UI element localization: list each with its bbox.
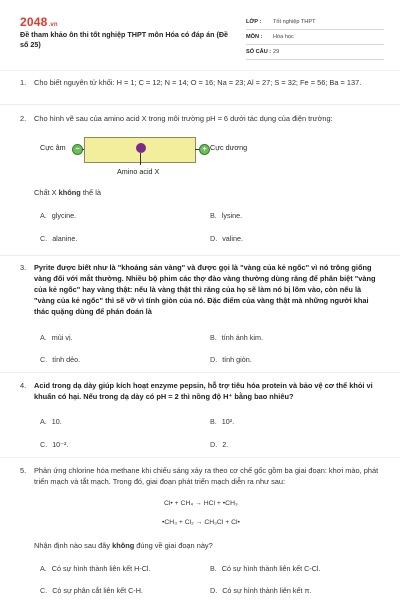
meta-row-subject [246, 30, 384, 45]
option-label: D. [210, 355, 218, 364]
option-c[interactable] [40, 354, 80, 365]
option-b[interactable] [210, 416, 234, 427]
question-2-options [20, 210, 380, 243]
option-text: mùi vị. [51, 333, 73, 342]
question-3 [20, 262, 380, 317]
site-logo[interactable] [20, 15, 58, 29]
minus-electrode-icon: − [72, 144, 83, 155]
meta-table [246, 15, 384, 60]
option-c[interactable] [40, 439, 68, 450]
option-text: Có sự hình thành liên kết H-Cl. [51, 564, 151, 573]
option-text: tính giòn. [222, 355, 252, 364]
option-text: Có sự hình thành liên kết π. [222, 586, 312, 595]
option-a[interactable] [40, 210, 76, 221]
option-a[interactable] [40, 416, 62, 427]
question-number: 2. [20, 114, 27, 123]
option-label: A. [40, 211, 47, 220]
document-header [18, 12, 384, 62]
question-number: 5. [20, 466, 27, 475]
option-d[interactable] [210, 439, 228, 450]
option-label: A. [40, 333, 47, 342]
option-text: 10⁻². [52, 440, 69, 449]
option-d[interactable] [210, 354, 252, 365]
option-text: alanine. [52, 234, 78, 243]
option-text: valine. [222, 234, 243, 243]
question-2-prompt [20, 187, 380, 198]
option-label: C. [40, 586, 48, 595]
question-number: 4. [20, 381, 27, 390]
note-number: 1. [20, 78, 27, 87]
option-label: A. [40, 417, 47, 426]
electrophoresis-figure [40, 134, 300, 180]
amino-acid-label: Amino acid X [117, 167, 160, 176]
amino-acid-dot [136, 143, 146, 153]
option-label: D. [210, 586, 218, 595]
option-label: C. [40, 355, 48, 364]
plus-electrode-icon: + [199, 144, 210, 155]
logo-main: 2048 [20, 15, 48, 29]
option-label: B. [210, 333, 217, 342]
divider [0, 104, 400, 105]
question-4 [20, 380, 380, 402]
divider [0, 255, 400, 256]
option-d[interactable] [210, 585, 311, 596]
meta-row-class [246, 15, 384, 30]
meta-key: LỚP : [246, 19, 262, 25]
meta-value: Hóa học [273, 34, 294, 40]
question-2 [20, 113, 380, 124]
option-label: D. [210, 234, 218, 243]
option-text: 10². [221, 417, 235, 426]
option-a[interactable] [40, 332, 73, 343]
question-5-options [20, 563, 380, 595]
note-text: Cho biết nguyên tử khối: H = 1; C = 12; N = 14; O = 16; Na = 23; Al = 27; S = 32; Fe = 56; Ba = 137. [34, 78, 362, 87]
logo-suffix: .vn [48, 22, 58, 28]
question-text: Cho hình vẽ sau của amino acid X trong môi trường pH = 6 dưới tác dụng của điện trường: [34, 114, 333, 123]
option-a[interactable] [40, 563, 151, 574]
option-text: Có sự phân cắt liên kết C-H. [52, 586, 143, 595]
option-text: 2. [222, 440, 229, 449]
cathode-label: Cực âm [40, 143, 66, 152]
option-label: C. [40, 234, 48, 243]
option-text: tính ánh kim. [221, 333, 263, 342]
option-b[interactable] [210, 210, 242, 221]
document-title: Đề tham khảo ôn thi tốt nghiệp THPT môn Hóa có đáp án (Đề số 25) [20, 30, 229, 49]
meta-key: SỐ CÂU : [246, 49, 272, 55]
option-label: B. [210, 417, 217, 426]
option-label: B. [210, 211, 217, 220]
option-label: B. [210, 564, 217, 573]
prompt-emphasis: không [112, 541, 135, 550]
question-text: Acid trong dạ dày giúp kích hoạt enzyme pepsin, hỗ trợ tiêu hóa protein và bảo vệ cơ thể khỏi vi khuẩn có hại. Nếu trong dạ dày có pH = 2 thì nồng độ H⁺ bằng bao nhiêu? [34, 381, 373, 401]
option-b[interactable] [210, 563, 321, 574]
option-text: glycine. [51, 211, 77, 220]
meta-value: 29 [273, 49, 280, 55]
question-text: Phản ứng chlorine hóa methane khi chiếu sáng xảy ra theo cơ chế gốc gồm ba giai đoạn: khơi mào, phát triển mạch và tắt mạch. Trong đó, giai đoạn phát triển mạch diễn ra như sau: [34, 466, 379, 486]
anode-label: Cực dương [210, 143, 248, 152]
pointer-line [140, 153, 141, 165]
divider [0, 457, 400, 458]
option-text: 10. [51, 417, 62, 426]
question-number: 3. [20, 263, 27, 272]
meta-row-count [246, 45, 384, 60]
option-label: D. [210, 440, 218, 449]
question-text: Pyrite được biết như là "khoáng sản vàng" và được gọi là "vàng của kẻ ngốc" vì nó trông giống vàng đối với mắt thường. Nhiều bộ phim các thợ đào vàng thường dùng răng để phân biệt "vàng của kẻ ngốc" hay vàng thật: nếu là vàng thật thì răng của họ sẽ làm nó bị lõm vào, còn nếu là "vàng của kẻ ngốc" thì sẽ vỡ vì tính giòn của nó. Đặc điểm của vàng thật mà những người khai thác quặng dùng để phán đoán là [34, 263, 376, 316]
question-3-options [20, 332, 380, 364]
option-text: tính dẻo. [52, 355, 81, 364]
option-label: A. [40, 564, 47, 573]
option-c[interactable] [40, 585, 143, 596]
question-4-options [20, 416, 380, 449]
divider [0, 70, 400, 71]
prompt-text-end: đúng về giai đoạn này? [134, 541, 213, 550]
option-text: Có sự hình thành liên kết C-Cl. [221, 564, 321, 573]
prompt-text-end: thể là [80, 188, 101, 197]
prompt-text: Nhận định nào sau đây [34, 541, 113, 550]
equation-2: •CH₃ + Cl₂ → CH₃Cl + Cl• [162, 519, 240, 526]
question-5-prompt [20, 540, 380, 551]
meta-value: Tốt nghiệp THPT [273, 19, 316, 25]
option-label: C. [40, 440, 48, 449]
option-c[interactable] [40, 233, 77, 244]
option-b[interactable] [210, 332, 263, 343]
equation-1: Cl• + CH₄ → HCl + •CH₃ [164, 500, 238, 507]
divider [0, 372, 400, 373]
option-d[interactable] [210, 233, 243, 244]
atomic-mass-note [20, 78, 361, 87]
prompt-text: Chất X [34, 188, 59, 197]
question-5 [20, 465, 380, 487]
prompt-emphasis: không [58, 188, 81, 197]
meta-key: MÔN : [246, 34, 263, 40]
option-text: lysine. [221, 211, 243, 220]
